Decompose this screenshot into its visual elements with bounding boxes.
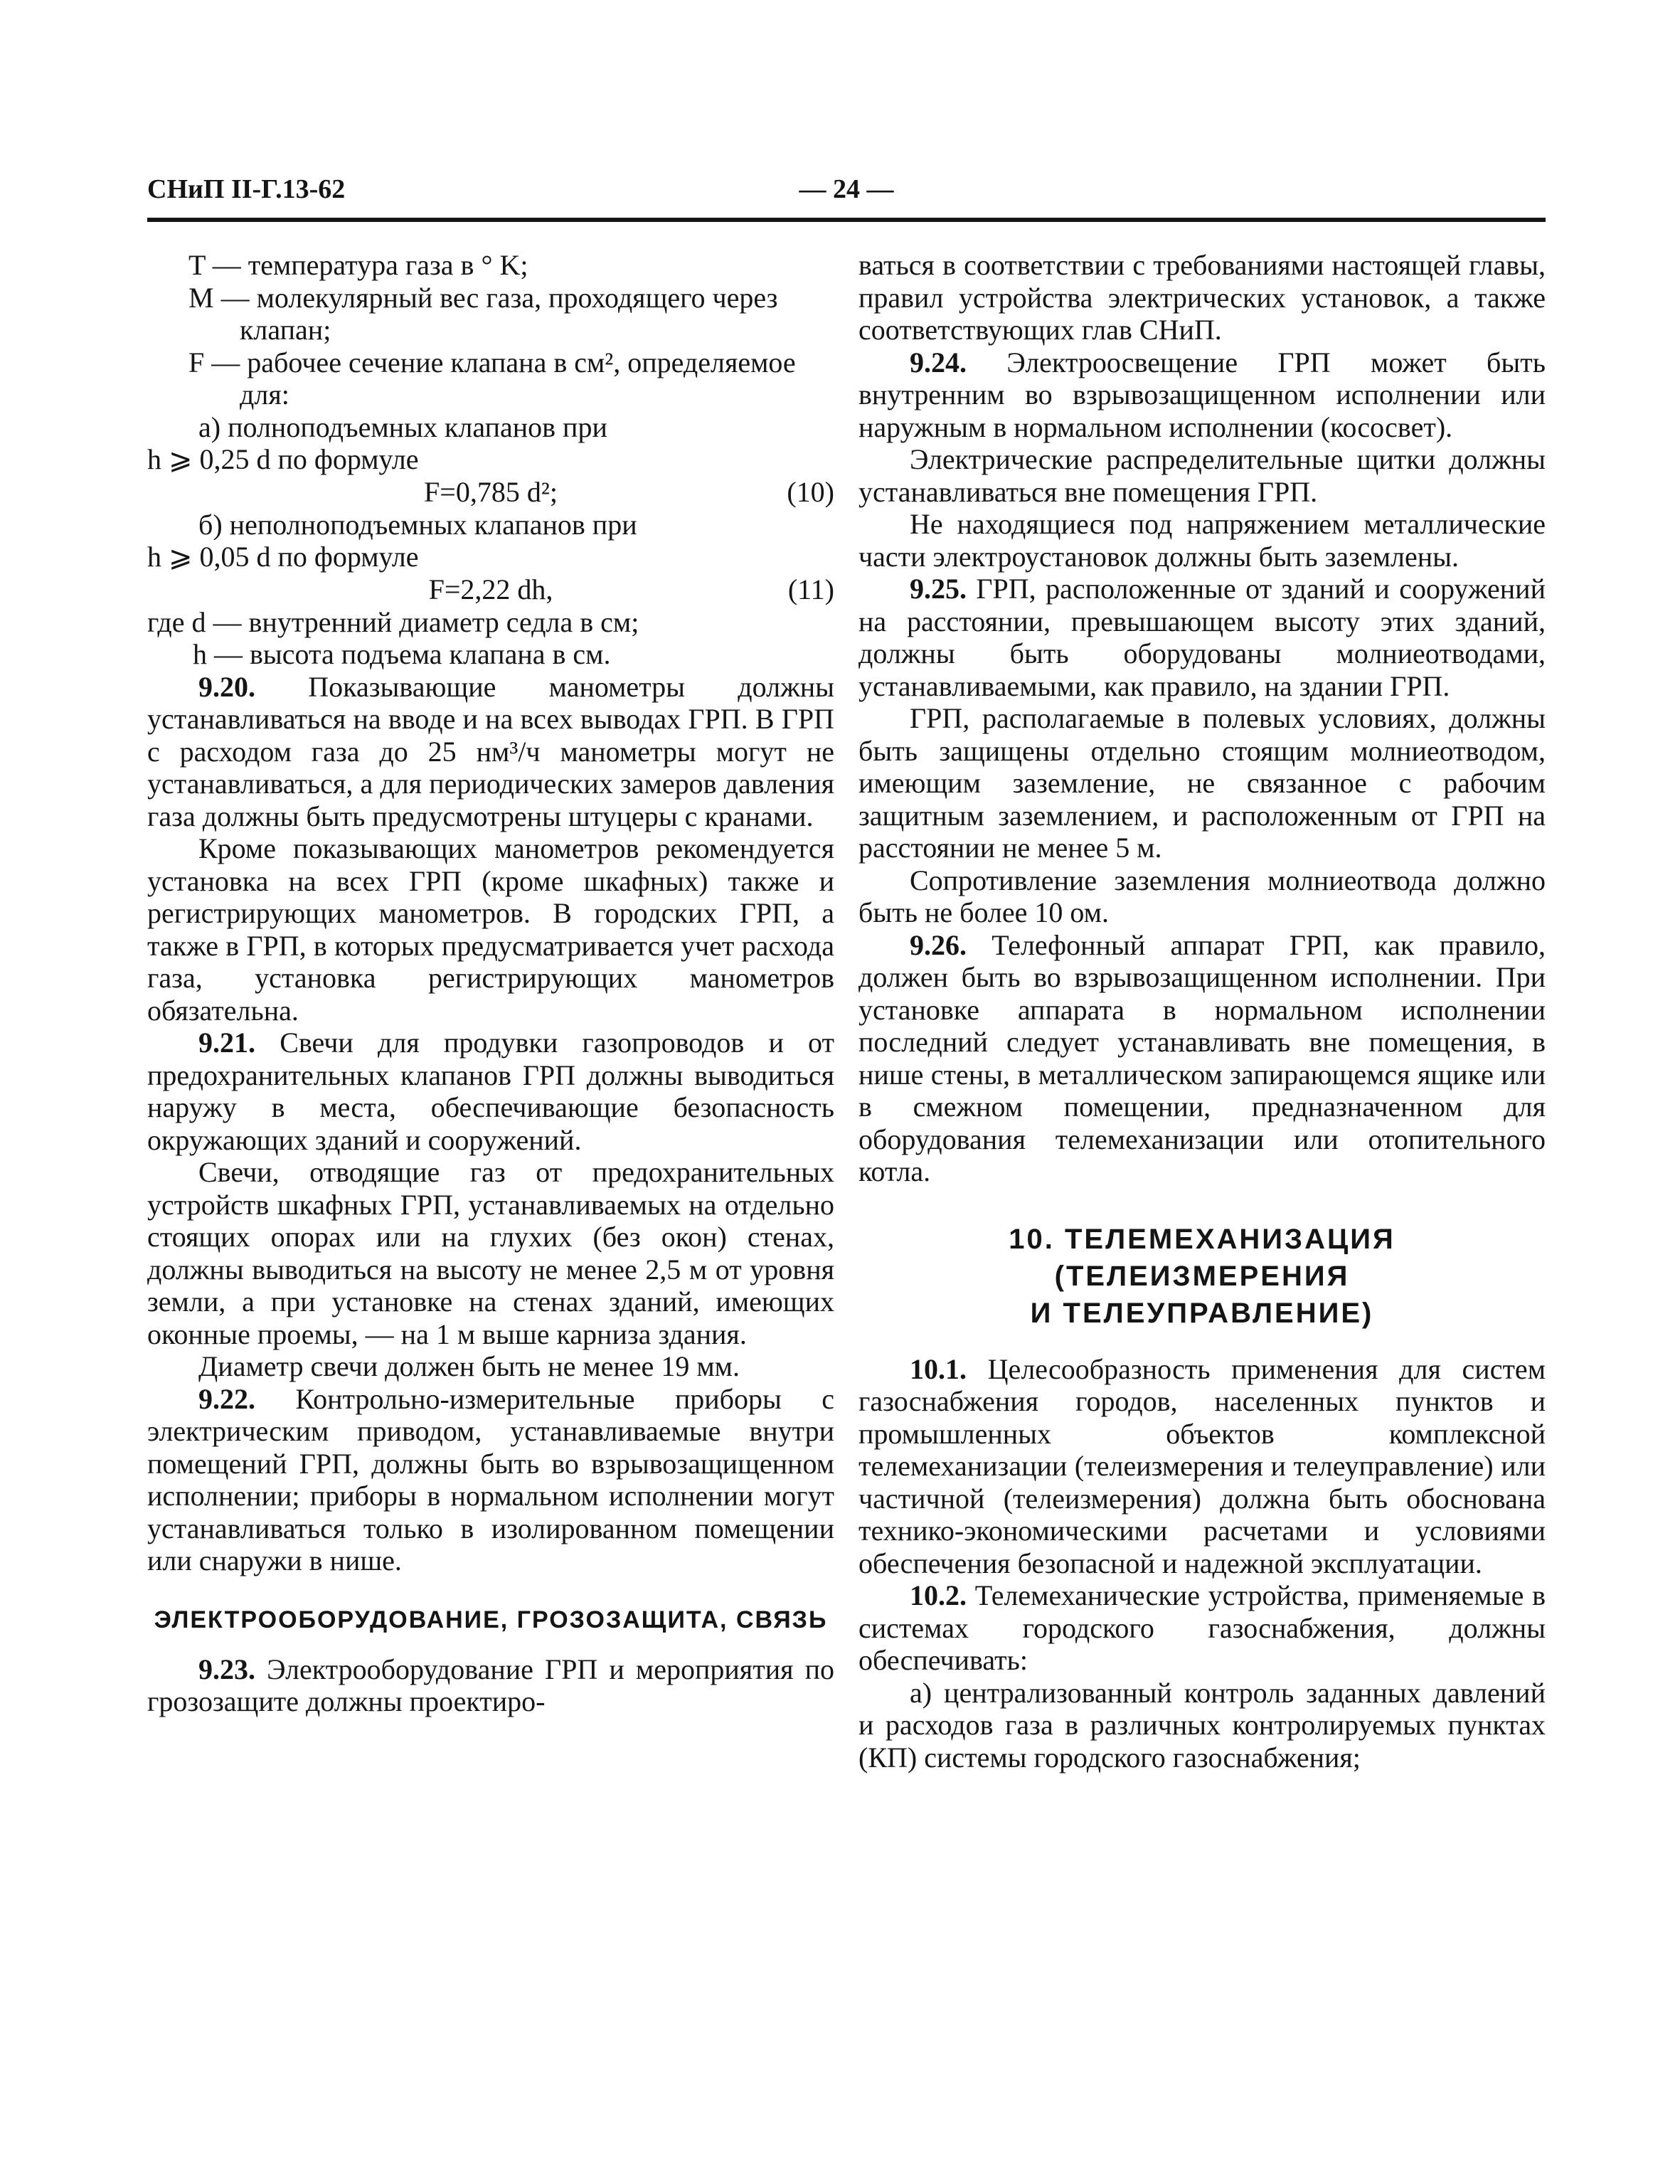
paragraph-10-2-a: а) централизованный контроль заданных давлений и расходов газа в различных контролируемых пунктах (КП) системы городского газоснабжения; — [858, 1676, 1546, 1774]
paragraph-9-22-text: Контрольно-измерительные приборы с электрическим приводом, устанавливаемые внутри помещений ГРП, должны быть во взрывозащищенном исполнении; приборы в нормальном исполнении могут устанавливаться только в изолированном помещении или снаружи в нише. — [147, 1382, 835, 1576]
page-header — [147, 174, 1546, 216]
paragraph-9-21-b: Свечи, отводящие газ от предохранительных устройств шкафных ГРП, устанавливаемых на отдельно стоящих опорах или на глухих (без окон) стенах, должны выводиться на высоту не менее 2,5 м от уровня земли, а при установке на стенах зданий, имеющих оконные проемы, — на 1 м выше карниза здания. — [147, 1156, 834, 1350]
paragraph-9-20-b: Кроме показывающих манометров рекомендуется установка на всех ГРП (кроме шкафных) также и регистрирующих манометров. В городских ГРП, а также в ГРП, в которых предусматривается учет расхода газа, установка регистрирующих манометров обязательна. — [147, 832, 834, 1027]
clause-number-10-2: 10.2. — [910, 1579, 967, 1611]
paragraph-9-24-c: Не находящиеся под напряжением металлические части электроустановок должны быть заземлены. — [858, 508, 1546, 573]
definition-M: M — молекулярный вес газа, проходящего через клапан; — [188, 281, 778, 346]
case-a-line-2: h ⩾ 0,25 d по формуле — [147, 443, 419, 475]
paragraph-10-1-text: Целесообразность применения для систем газоснабжения городов, населенных пунктов и промышленных объектов комплексной телемеханизации (телеизмерения и телеуправление) или частичной (телеизмерения) должна быть обоснована технико-экономическими расчетами и условиями обеспечения безопасной и надежной эксплуатации. — [858, 1352, 1546, 1579]
left-column — [147, 249, 834, 1718]
paragraph-9-21-text: Свечи для продувки газопроводов и от предохранительных клапанов ГРП должны выводиться наружу в места, обеспечивающие безопасность окружающих зданий и сооружений. — [147, 1027, 835, 1156]
formula-11 — [147, 573, 834, 606]
definition-T: T — температура газа в ° K; — [188, 249, 528, 281]
page-number: — 24 — — [799, 174, 894, 204]
paragraph-9-24-text: Электроосвещение ГРП может быть внутренним во взрывозащищенном исполнении или наружным в нормальном исполнении (кососвет). — [858, 346, 1546, 443]
paragraph-9-25 — [858, 573, 1546, 702]
clause-number-10-1: 10.1. — [910, 1352, 967, 1385]
paragraph-9-23-continued: ваться в соответствии с требованиями настоящей главы, правил устройства электрических установок, а также соответствующих глав СНиП. — [858, 249, 1546, 346]
paragraph-9-26 — [858, 929, 1546, 1188]
section-heading-line-3: И ТЕЛЕУПРАВЛЕНИЕ) — [1030, 1297, 1374, 1329]
case-b-line-1: б) неполноподъемных клапанов при — [198, 508, 637, 541]
case-a-line-1: а) полноподъемных клапанов при — [198, 410, 607, 443]
paragraph-9-24-b: Электрические распределительные щитки должны устанавливаться вне помещения ГРП. — [858, 443, 1546, 508]
section-heading-line-1: 10. ТЕЛЕМЕХАНИЗАЦИЯ — [1009, 1223, 1395, 1255]
paragraph-10-1 — [858, 1353, 1546, 1580]
paragraph-9-21 — [147, 1027, 834, 1156]
paragraph-9-21-c: Диаметр свечи должен быть не менее 19 мм. — [198, 1350, 740, 1382]
section-heading — [858, 1221, 1546, 1332]
formula-11-expression: F=2,22 dh, — [428, 573, 553, 605]
clause-number-9-20: 9.20. — [198, 670, 255, 703]
case-b-line-2: h ⩾ 0,05 d по формуле — [147, 541, 419, 573]
paragraph-9-26-text: Телефонный аппарат ГРП, как правило, должен быть во взрывозащищенном исполнении. При установке аппарата в нормальном исполнении последний следует устанавливать вне помещения, в нише стены, в металлическом запирающемся ящике или в смежном помещении, предназначенном для оборудования телемеханизации или отопительного котла. — [858, 928, 1546, 1187]
paragraph-9-22 — [147, 1383, 834, 1577]
document-code: СНиП II-Г.13-62 — [147, 174, 346, 204]
definition-F: F — рабочее сечение клапана в см², определяемое для: — [188, 346, 796, 410]
clause-number-9-24: 9.24. — [910, 346, 967, 378]
right-column — [858, 249, 1546, 1774]
header-rule — [147, 218, 1546, 222]
clause-number-9-23: 9.23. — [198, 1653, 255, 1685]
clause-number-9-22: 9.22. — [198, 1382, 255, 1415]
subsection-heading: ЭЛЕКТРООБОРУДОВАНИЕ, ГРОЗОЗАЩИТА, СВЯЗЬ — [154, 1606, 828, 1633]
where-d: где d — внутренний диаметр седла в см; — [147, 605, 639, 638]
paragraph-9-20-text: Показывающие манометры должны устанавливаться на вводе и на всех выводах ГРП. В ГРП с расходом газа до 25 нм³/ч манометры могут не устанавливаться, а для периодических замеров давления газа должны быть предусмотрены штуцеры с кранами. — [147, 670, 834, 832]
section-heading-line-2: (ТЕЛЕИЗМЕРЕНИЯ — [1054, 1260, 1350, 1292]
clause-number-9-26: 9.26. — [910, 928, 967, 961]
paragraph-9-25-b: ГРП, располагаемые в полевых условиях, должны быть защищены отдельно стоящим молниеотводом, имеющим заземление, не связанное с рабочим защитным заземлением, и расположенным от ГРП на расстоянии не менее 5 м. — [858, 702, 1546, 864]
paragraph-9-24 — [858, 346, 1546, 444]
where-h: h — высота подъема клапана в см. — [193, 638, 611, 670]
formula-10-number: (10) — [787, 475, 834, 508]
paragraph-9-25-text: ГРП, расположенные от зданий и сооружений на расстоянии, превышающем высоту этих зданий, должны быть оборудованы молниеотводами, устанавливаемыми, как правило, на здании ГРП. — [858, 573, 1546, 702]
clause-number-9-21: 9.21. — [198, 1027, 255, 1059]
formula-11-number: (11) — [787, 573, 834, 605]
paragraph-10-2 — [858, 1579, 1546, 1677]
paragraph-9-20 — [147, 671, 834, 833]
paragraph-9-23-text: Электрооборудование ГРП и мероприятия по грозозащите должны проектиро- — [147, 1653, 835, 1717]
clause-number-9-25: 9.25. — [910, 573, 967, 605]
formula-10 — [147, 476, 834, 509]
paragraph-9-25-c: Сопротивление заземления молниеотвода должно быть не более 10 ом. — [858, 864, 1546, 928]
formula-10-expression: F=0,785 d²; — [424, 475, 558, 508]
paragraph-9-23 — [147, 1653, 834, 1718]
paragraph-10-2-text: Телемеханические устройства, применяемые в системах городского газоснабжения, должны обеспечивать: — [858, 1579, 1546, 1676]
